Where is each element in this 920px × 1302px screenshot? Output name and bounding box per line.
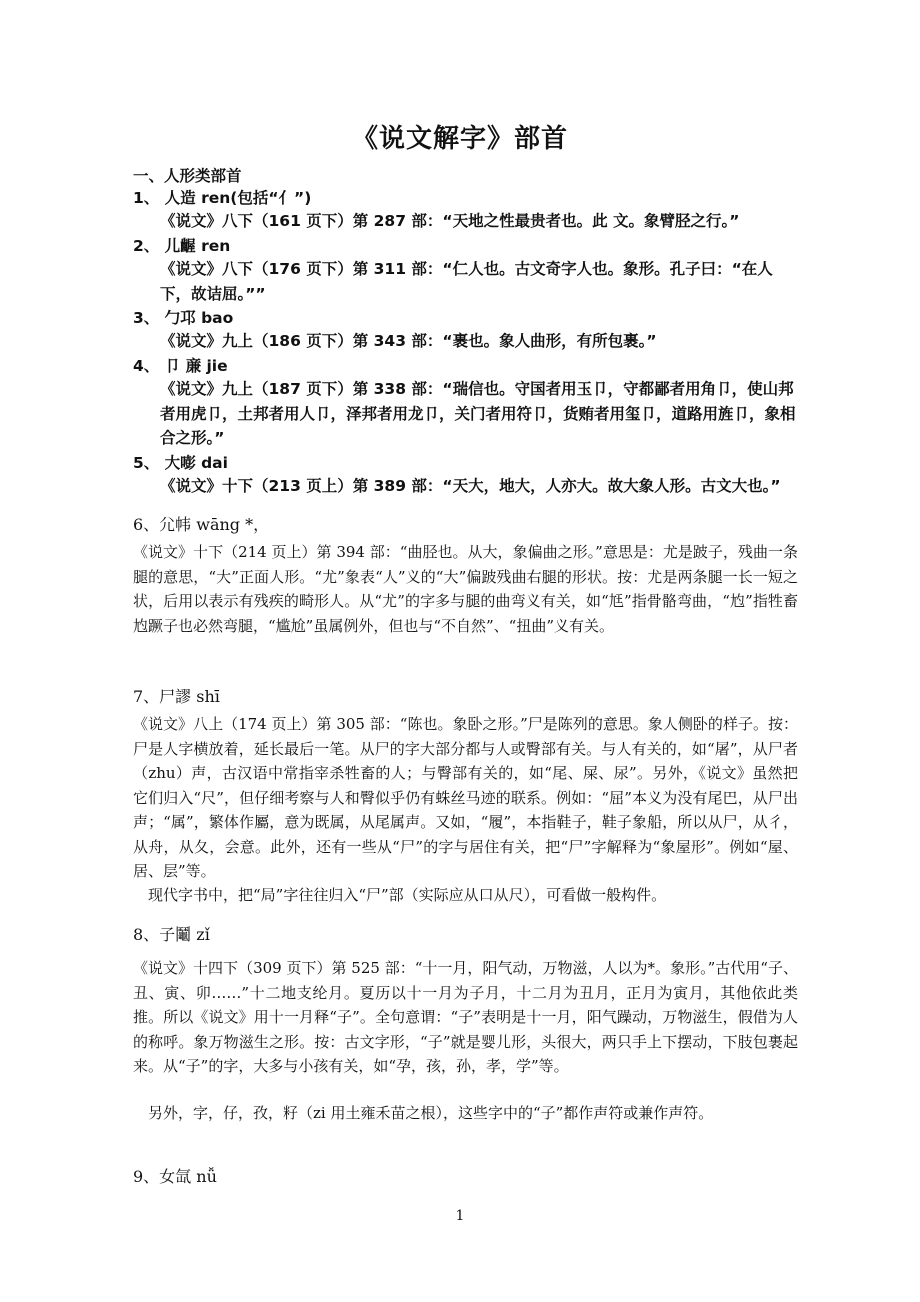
item-quote-4: 《说文》九上（187 页下）第 338 部：“瑞信也。守国者用玉卩，守都鄙者用角卩，使山邦者用虎卩，土邦者用人卩，泽邦者用龙卩，关门者用符卩，货贿者用玺卩，道路用旌卩，象相合之形。” <box>160 380 796 447</box>
page-title: 《说文解字》部首 <box>351 124 568 154</box>
item-quote-2: 《说文》八下（176 页下）第 311 部：“仁人也。古文奇字人也。象形。孔子曰：“在人下，故诘屈。”” <box>160 260 773 303</box>
item-head-5: 5、 大嘭 dai <box>133 454 228 472</box>
entry-paragraph-6: 《说文》十下（214 页上）第 394 部：“曲胫也。从大，象偏曲之形。”意思是：尤是跛子，残曲一条腿的意思，“大”正面人形。“尤”象表“人”义的“大”偏跛残曲右腿的形状。按：尤是两条腿一长一短之状，后用以表示有残疾的畸形人。从“尤”的字多与腿的曲弯义有关，如“尪”指骨骼弯曲，“尥”指牲畜尥蹶子也必然弯腿，“尴尬”虽属例外，但也与“不自然”、“扭曲”义有关。 <box>133 543 798 635</box>
entry-paragraph-8b: 另外，字，仔，孜，籽（zi 用土雍禾苗之根），这些字中的“子”都作声符或兼作声符。 <box>148 1104 714 1122</box>
item-quote-5: 《说文》十下（213 页上）第 389 部：“天大，地大，人亦大。故大象人形。古文大也。” <box>160 477 781 495</box>
entry-head-7: 7、尸謬 shī <box>133 687 220 706</box>
item-quote-1: 《说文》八下（161 页下）第 287 部：“天地之性最贵者也。此 文。象臂胫之行。” <box>160 212 740 230</box>
item-quote-3: 《说文》九上（186 页下）第 343 部：“裹也。象人曲形，有所包裹。” <box>160 332 657 350</box>
entry-paragraph-8a: 《说文》十四下（309 页下）第 525 部：“十一月，阳气动，万物滋，人以为*。象形。”古代用“子、丑、寅、卯……”十二地支纶月。夏历以十一月为子月，十二月为丑月，正月为寅月，其他依此类推。所以《说文》用十一月释“子”。全句意谓：“子”表明是十一月，阳气躁动，万物滋生，假借为人的称呼。象万物滋生之形。按：古文字形，“子”就是婴儿形，头很大，两只手上下摆动，下肢包裹起来。从“子”的字，大多与小孩有关，如“孕，孩，孙，孝，学”等。 <box>133 959 798 1075</box>
entry-head-6: 6、尣帏 wāng *， <box>133 515 270 534</box>
item-head-3: 3、 勹邛 bao <box>133 309 234 327</box>
item-head-2: 2、 儿齷 ren <box>133 237 231 255</box>
section-heading: 一、人形类部首 <box>133 167 242 185</box>
item-head-4: 4、 卩 亷 jie <box>133 357 228 375</box>
entry-head-9: 9、女氙 nǚ <box>133 1167 217 1186</box>
entry-head-8: 8、子鬮 zǐ <box>133 925 210 944</box>
item-head-1: 1、 人造 ren(包括“亻”) <box>133 189 312 207</box>
page-number: 1 <box>455 1208 465 1224</box>
entry-paragraph-7a: 《说文》八上（174 页上）第 305 部：“陈也。象卧之形。”尸是陈列的意思。象人侧卧的样子。按：尸是人字横放着，延长最后一笔。从尸的字大部分都与人或臀部有关。与人有关的，如“屠”，从尸者（zhu）声，古汉语中常指宰杀牲畜的人；与臀部有关的，如“尾、屎、尿”。另外，《说文》虽然把它们归入“尺”，但仔细考察与人和臀似乎仍有蛛丝马迹的联系。例如：“屈”本义为没有尾巴，从尸出声；“属”，繁体作屬，意为既属，从尾属声。又如，“履”，本指鞋子，鞋子象船，所以从尸，从彳，从舟，从夂，会意。此外，还有一些从“尸”的字与居住有关，把“尸”字解释为“象屋形”。例如“屋、 居、层”等。 <box>133 715 798 880</box>
entry-paragraph-7b: 现代字书中，把“局”字往往归入“尸”部（实际应从口从尺），可看做一般构件。 <box>148 886 667 904</box>
